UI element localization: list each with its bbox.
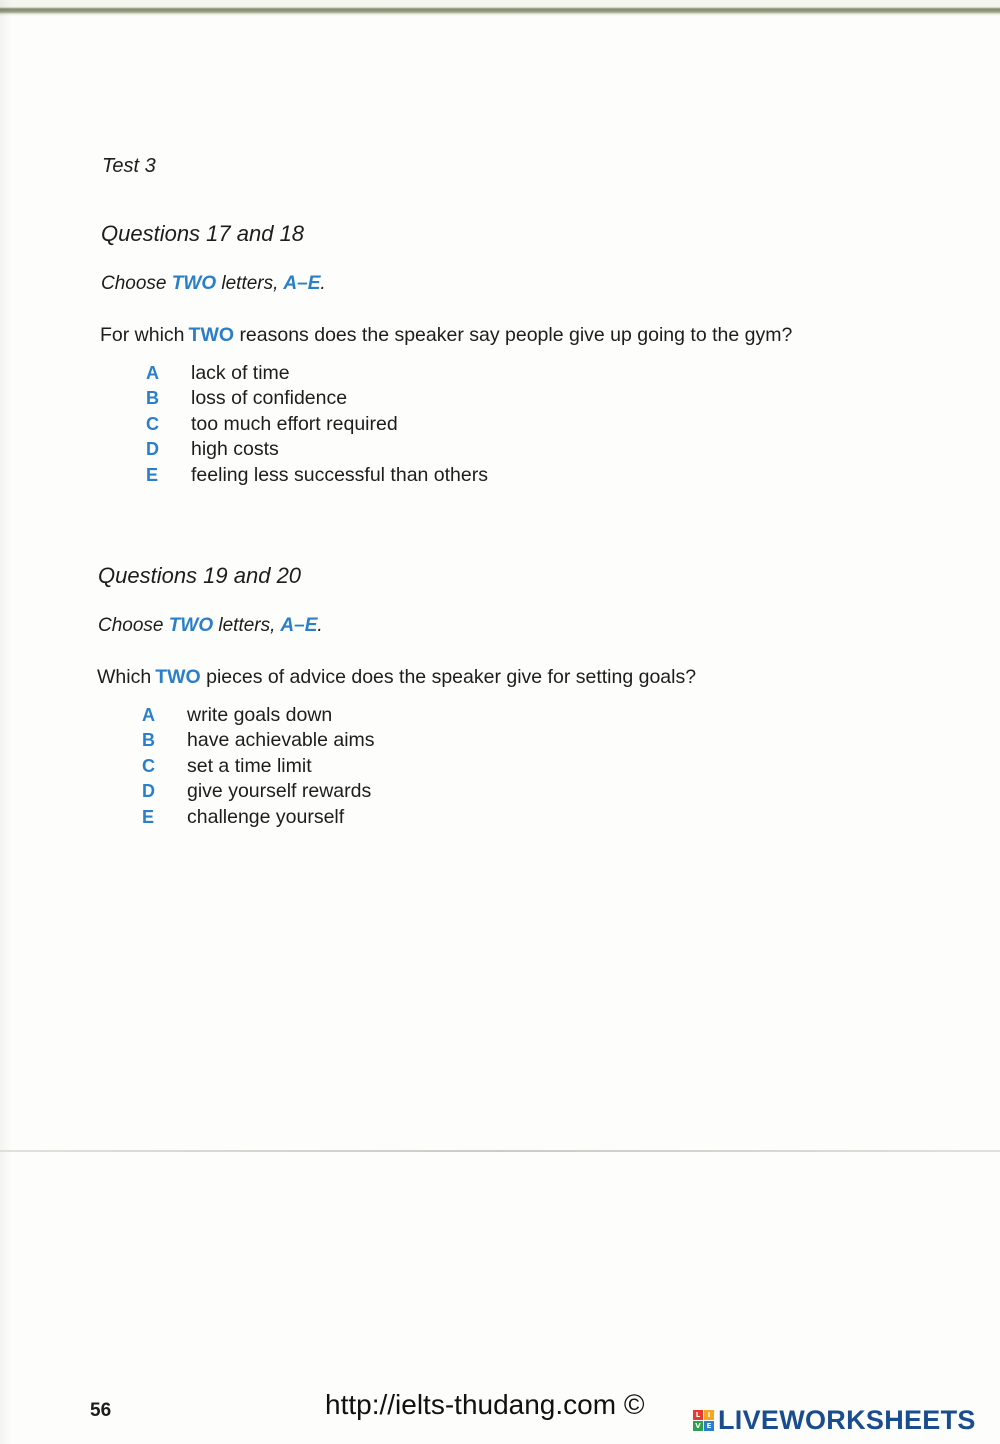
instruction-suffix: . xyxy=(320,273,326,294)
option-text: lack of time xyxy=(191,362,290,384)
option-b[interactable] xyxy=(142,728,375,753)
question-19-20 xyxy=(97,666,696,689)
instruction-count: TWO xyxy=(168,615,214,636)
question-count: TWO xyxy=(155,666,201,688)
scan-top-edge xyxy=(0,0,1000,16)
question-17-18 xyxy=(100,324,792,347)
instruction-prefix: Choose xyxy=(101,273,167,294)
option-letter: E xyxy=(142,806,155,827)
section-heading-17-18: Questions 17 and 18 xyxy=(101,221,305,246)
question-rest: reasons does the speaker say people give up going to the gym? xyxy=(239,324,793,346)
option-letter: A xyxy=(146,363,159,383)
option-letter: B xyxy=(142,730,155,751)
instruction-prefix: Choose xyxy=(98,615,164,636)
option-letter: A xyxy=(142,705,155,725)
options-list-19-20 xyxy=(142,703,375,830)
option-text: set a time limit xyxy=(187,754,312,777)
logo-square: V xyxy=(693,1421,703,1431)
question-prefix: Which xyxy=(97,666,152,688)
option-letter: C xyxy=(142,755,155,776)
instruction-count: TWO xyxy=(171,273,217,294)
question-prefix: For which xyxy=(100,324,185,346)
logo-grid-icon xyxy=(693,1410,714,1431)
logo-square: L xyxy=(693,1410,703,1420)
source-url[interactable]: http://ielts-thudang.com © xyxy=(325,1389,645,1420)
scan-left-shadow xyxy=(0,0,12,1444)
brand-name: LIVEWORKSHEETS xyxy=(718,1404,976,1435)
option-b[interactable] xyxy=(146,386,488,411)
option-text: high costs xyxy=(191,438,279,461)
instruction-suffix: . xyxy=(317,615,323,636)
option-c[interactable] xyxy=(142,754,375,779)
instruction-range: A–E xyxy=(280,615,318,636)
page-number: 56 xyxy=(90,1400,112,1421)
option-text: give yourself rewards xyxy=(187,780,372,803)
option-c[interactable] xyxy=(146,412,488,437)
instruction-17-18 xyxy=(101,273,326,295)
option-e[interactable] xyxy=(146,463,488,488)
option-d[interactable] xyxy=(146,437,488,462)
instruction-middle: letters, xyxy=(218,615,276,636)
option-letter: E xyxy=(146,464,159,485)
option-a[interactable] xyxy=(146,361,488,386)
question-count: TWO xyxy=(188,324,235,346)
option-text: too much effort required xyxy=(191,412,398,435)
option-text: loss of confidence xyxy=(191,387,348,410)
option-text: feeling less successful than others xyxy=(191,463,488,486)
liveworksheets-logo[interactable] xyxy=(693,1403,976,1437)
section-heading-19-20: Questions 19 and 20 xyxy=(98,563,302,588)
page-divider xyxy=(0,1150,1000,1152)
option-text: write goals down xyxy=(187,704,333,726)
option-text: challenge yourself xyxy=(187,805,345,828)
test-label: Test 3 xyxy=(102,155,156,177)
question-rest: pieces of advice does the speaker give for setting goals? xyxy=(206,666,697,688)
option-a[interactable] xyxy=(142,703,375,728)
instruction-19-20 xyxy=(98,615,323,637)
option-letter: C xyxy=(146,413,159,434)
option-d[interactable] xyxy=(142,779,375,804)
option-text: have achievable aims xyxy=(187,729,375,752)
logo-square: E xyxy=(704,1421,714,1431)
logo-square: I xyxy=(704,1410,714,1420)
instruction-range: A–E xyxy=(283,273,321,294)
instruction-middle: letters, xyxy=(221,273,279,294)
option-letter: D xyxy=(142,781,155,802)
option-e[interactable] xyxy=(142,805,375,830)
options-list-17-18 xyxy=(146,361,488,488)
option-letter: B xyxy=(146,388,159,409)
option-letter: D xyxy=(146,439,159,460)
